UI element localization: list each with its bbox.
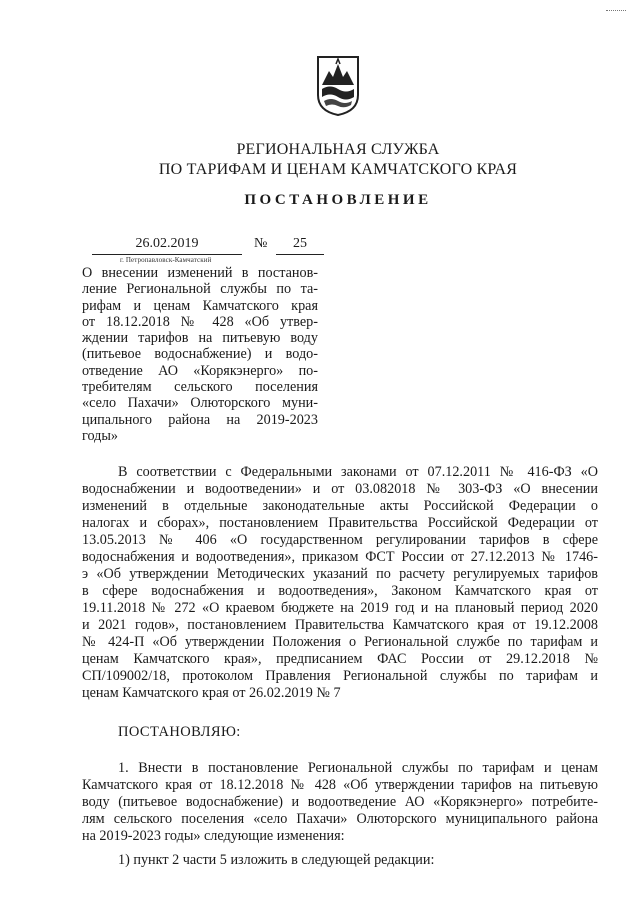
subject-line: рифам и ценам Камчатского края — [82, 297, 318, 314]
subject-line: ление Региональной службы по та- — [82, 281, 318, 298]
preamble-line: 13.05.2013 № 406 «О государственном регулировании тарифов в сфере — [82, 532, 598, 548]
preamble-line: водоснабжении и водоотведении» и от 03.082018 № 303-ФЗ «О внесении — [82, 481, 598, 497]
number-sign: № — [254, 236, 268, 251]
document-date: 26.02.2019 — [92, 236, 242, 255]
subject-line: от 18.12.2018 № 428 «Об утвер- — [82, 313, 318, 330]
subject-line: отведение АО «Корякэнерго» по- — [82, 362, 318, 379]
preamble-line: В соответствии с Федеральными законами от 07.12.2011 № 416-ФЗ «О — [118, 464, 598, 480]
subclause-1: 1) пункт 2 части 5 изложить в следующей редакции: — [118, 852, 435, 868]
clause-line: воду (питьевое водоснабжение) и водоотведение АО «Корякэнерго» потребите- — [82, 794, 598, 810]
preamble-line: и 2021 годов», постановлением Правительства Камчатского края от 19.12.2008 — [82, 617, 598, 633]
subject-line: О внесении изменений в постанов- — [82, 265, 318, 281]
resolve-heading: ПОСТАНОВЛЯЮ: — [118, 724, 241, 740]
clause-line: 1. Внести в постановление Региональной службы по тарифам и ценам — [118, 760, 598, 776]
subject-line: (питьевое водоснабжение) и водо- — [82, 346, 318, 363]
preamble-line: водоснабжения и водоотведения», приказом ФСТ России от 27.12.2013 № 1746- — [82, 549, 598, 565]
document-type-heading: ПОСТАНОВЛЕНИЕ — [244, 192, 432, 208]
subject-line: «село Пахачи» Олюторского муни- — [82, 395, 318, 412]
organization-title-line2: ПО ТАРИФАМ И ЦЕНАМ КАМЧАТСКОГО КРАЯ — [158, 161, 518, 178]
preamble-line: 19.11.2018 № 272 «О краевом бюджете на 2019 год и на плановый период 2020 — [82, 600, 598, 616]
preamble-paragraph — [82, 464, 598, 702]
organization-title-line1: РЕГИОНАЛЬНАЯ СЛУЖБА — [236, 141, 440, 158]
document-number: 25 — [276, 236, 324, 255]
preamble-line: изменений в отдельные законодательные акты Российской Федерации о — [82, 498, 598, 514]
preamble-line: налогах и сборах», постановлением Правительства Российской Федерации от — [82, 515, 598, 531]
scan-corner-mark — [606, 10, 626, 11]
clause-1 — [82, 760, 598, 845]
subject-line: годы» — [82, 427, 118, 444]
clause-line: на 2019-2023 годы» следующие изменения: — [82, 828, 345, 844]
kamchatka-coat-of-arms-icon — [316, 55, 360, 117]
preamble-line: № 424-П «Об утверждении Положения о Региональной службе по тарифам и — [82, 634, 598, 650]
preamble-line: э «Об утверждении Методических указаний по расчету регулируемых тарифов — [82, 566, 598, 582]
organization-title — [0, 140, 640, 180]
preamble-line: СП/109002/18, протоколом Правления Региональной службы по тарифам и — [82, 668, 598, 684]
subject-line: ждении тарифов на питьевую воду — [82, 330, 318, 347]
subject-line: требителям сельского поселения — [82, 379, 318, 396]
document-place: г. Петропавловск-Камчатский — [120, 256, 212, 264]
clause-line: лям сельского поселения «село Пахачи» Олюторского муниципального района — [82, 811, 598, 827]
document-subject — [82, 265, 318, 444]
subject-line: ципального района на 2019-2023 — [82, 411, 318, 428]
preamble-line: в сфере водоснабжения и водоотведения», Законом Камчатского края от — [82, 583, 598, 599]
preamble-line: ценам Камчатского края», предписанием ФАС России от 29.12.2018 № — [82, 651, 598, 667]
clause-line: Камчатского края от 18.12.2018 № 428 «Об утверждении тарифов на питьевую — [82, 777, 598, 793]
preamble-line: ценам Камчатского края от 26.02.2019 № 7 — [82, 685, 341, 701]
